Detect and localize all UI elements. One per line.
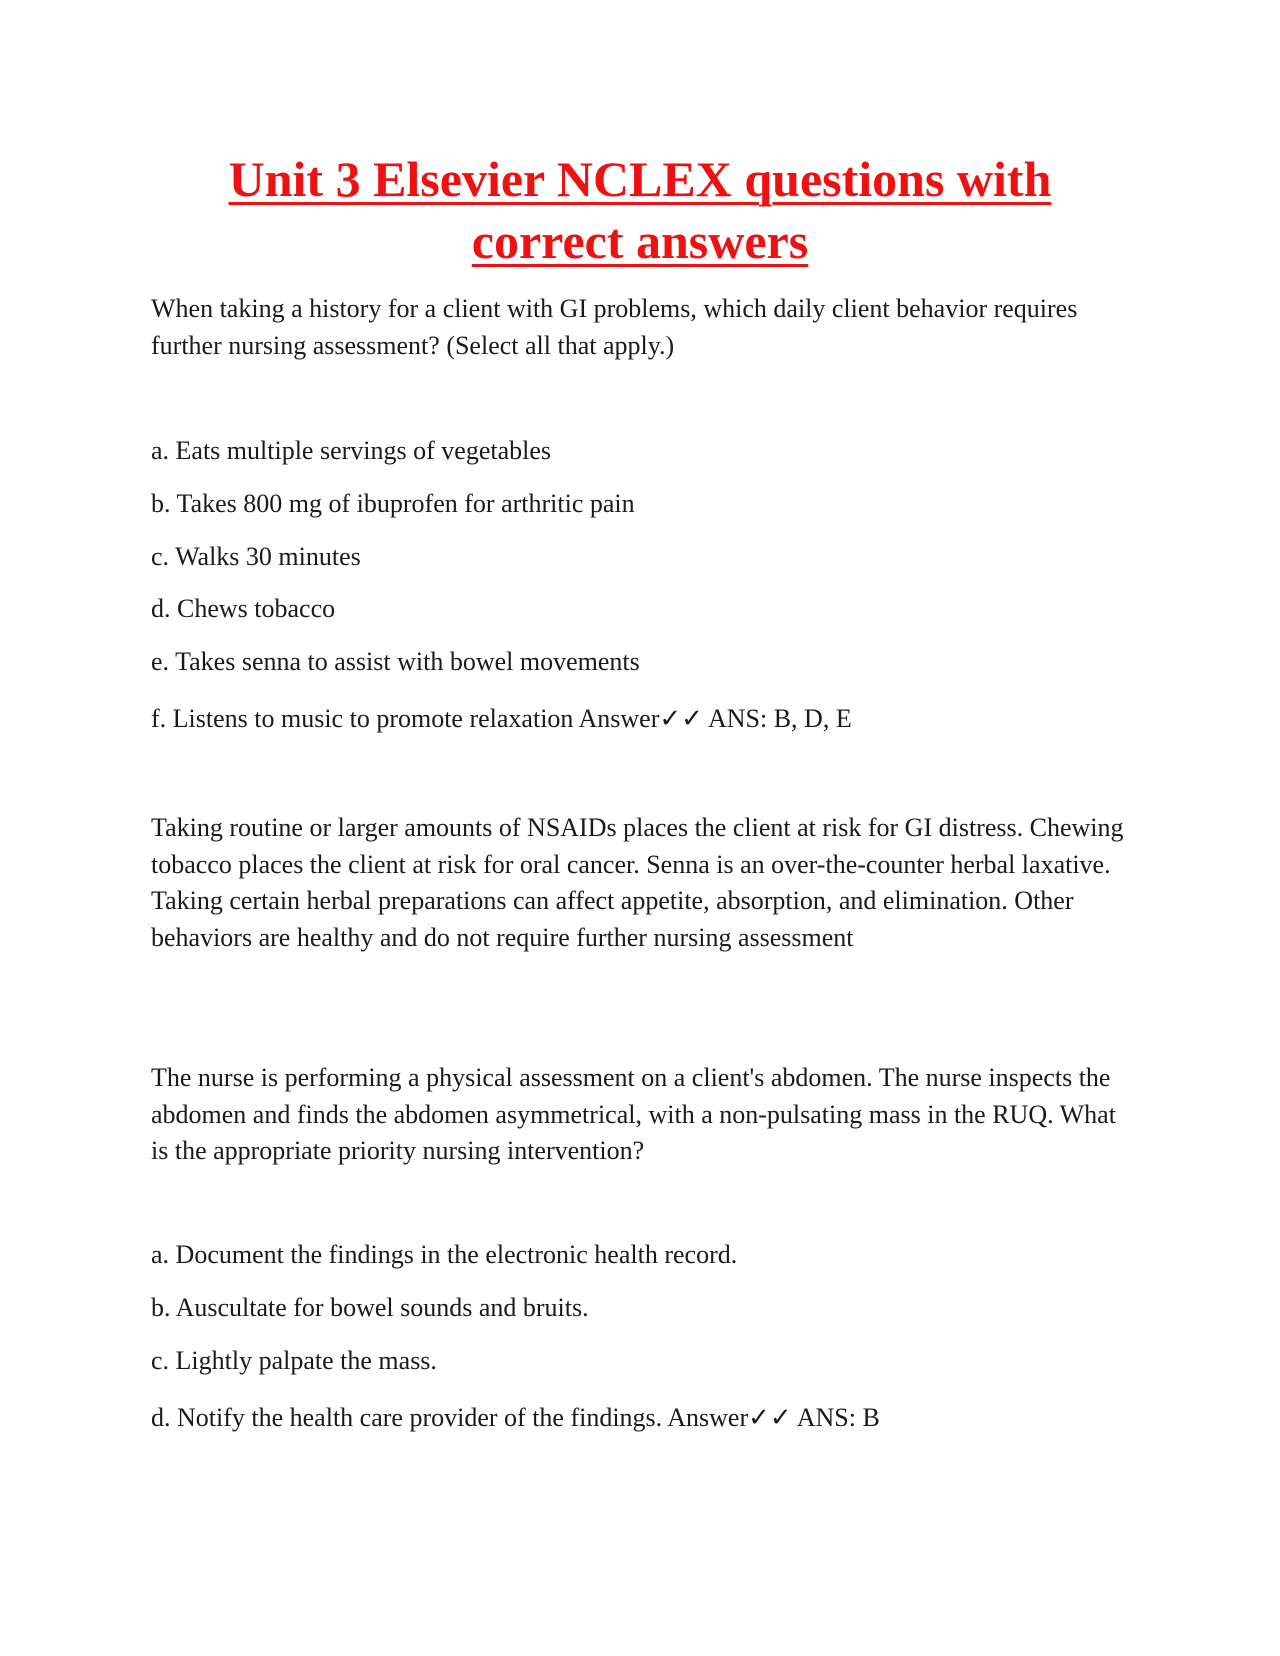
question-1-option-e: e. Takes senna to assist with bowel movements [151, 647, 640, 676]
question-1-option-d: d. Chews tobacco [151, 594, 336, 623]
question-1-option-f-answer: f. Listens to music to promote relaxation Answer✓✓ ANS: B, D, E [151, 704, 852, 733]
question-2-option-a: a. Document the findings in the electronic health record. [151, 1240, 738, 1269]
question-2-option-b: b. Auscultate for bowel sounds and bruits. [151, 1293, 589, 1322]
question-2-option-c: c. Lightly palpate the mass. [151, 1346, 437, 1375]
question-2-option-d-answer: d. Notify the health care provider of the findings. Answer✓✓ ANS: B [151, 1403, 880, 1432]
document-title: Unit 3 Elsevier NCLEX questions with correct answers [228, 151, 1052, 269]
question-1-option-a: a. Eats multiple servings of vegetables [151, 436, 552, 465]
question-1-stem: When taking a history for a client with GI problems, which daily client behavior requires further nursing assessment? (Select all that apply.) [151, 294, 1078, 360]
question-1-option-c: c. Walks 30 minutes [151, 542, 361, 571]
question-2-stem: The nurse is performing a physical assessment on a client's abdomen. The nurse inspects the abdomen and finds the abdomen asymmetrical, with a non-pulsating mass in the RUQ. What is the appropriate priority nursing intervention? [151, 1063, 1116, 1165]
question-1-explanation: Taking routine or larger amounts of NSAIDs places the client at risk for GI distress. Chewing tobacco places the client at risk for oral cancer. Senna is an over-the-counter herbal laxative. Taking certain herbal preparations can affect appetite, absorption, and elimination. Other behaviors are healthy and do not require further nursing assessment [151, 813, 1124, 952]
question-1-option-b: b. Takes 800 mg of ibuprofen for arthritic pain [151, 489, 635, 518]
